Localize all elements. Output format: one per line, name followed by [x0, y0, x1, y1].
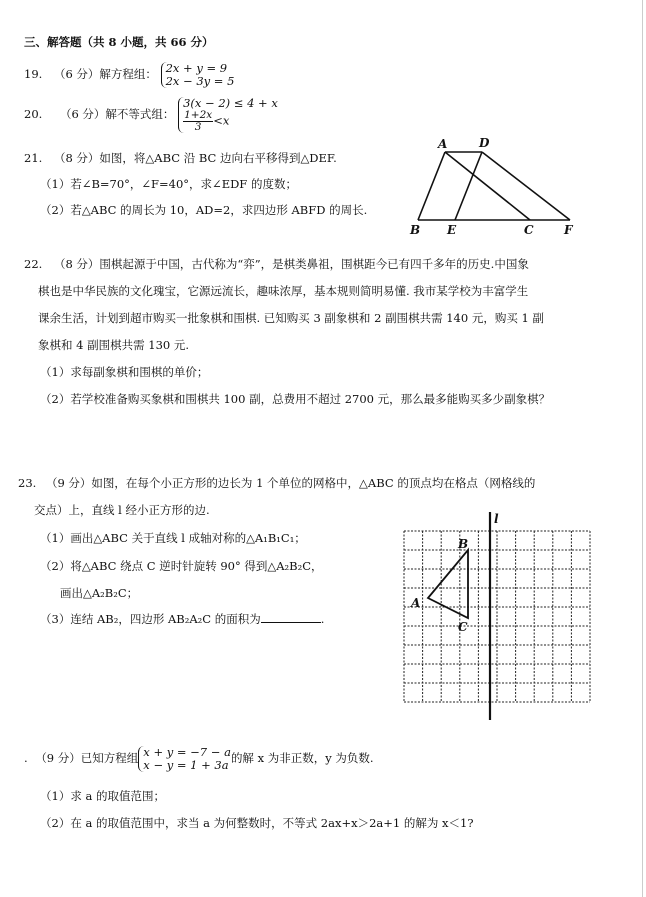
- q24-number: .: [24, 751, 28, 765]
- q21-part2: （2）若△ABC 的周长为 10，AD=2，求四边形 ABFD 的周长.: [40, 203, 368, 217]
- q24-eq1: x + y = −7 − a: [143, 745, 231, 759]
- answer-blank[interactable]: [261, 612, 321, 623]
- q24-system: [138, 746, 231, 772]
- q21-figure: [400, 134, 590, 238]
- q19-system: [161, 62, 235, 88]
- q22-part1: （1）求每副象棋和围棋的单价；: [40, 365, 209, 379]
- question-20: [24, 97, 278, 133]
- line-ac: [445, 152, 530, 220]
- question-23: [18, 475, 535, 491]
- q21-stem: （8 分）如图，将△ABC 沿 BC 边向右平移得到△DEF.: [53, 151, 337, 165]
- q19-number: 19.: [24, 67, 43, 81]
- q22-part2: （2）若学校准备购买象棋和围棋共 100 副，总费用不超过 2700 元，那么最多能购买多少副象棋？: [40, 392, 551, 406]
- page-edge-line: [642, 0, 643, 897]
- label-f: F: [564, 223, 573, 237]
- label-d: D: [479, 136, 490, 150]
- q23-line-2: 交点）上，直线 l 经小正方形的边.: [34, 503, 210, 517]
- q24-part2: （2）在 a 的取值范围中，求当 a 为何整数时，不等式 2ax+x＞2a+1 的解为 x＜1?: [40, 816, 474, 830]
- q19-eq1: 2x + y = 9: [165, 61, 228, 75]
- label-e: E: [447, 223, 457, 237]
- label-c: C: [524, 223, 534, 237]
- label-c: C: [458, 620, 468, 634]
- q20-ineq1: 3(x − 2) ≤ 4 + x: [183, 96, 278, 110]
- line-de: [455, 152, 482, 220]
- label-a: A: [411, 596, 421, 610]
- question-19: [24, 62, 234, 88]
- label-a: A: [438, 137, 448, 151]
- question-24: [24, 746, 374, 772]
- q23-line-1: （9 分）如图，在每个小正方形的边长为 1 个单位的网格中，△ABC 的顶点均在格点（网格线的: [45, 476, 536, 490]
- q22-line-4: 象棋和 4 副围棋共需 130 元.: [38, 338, 190, 352]
- q20-system: [178, 97, 278, 133]
- question-22: [24, 256, 529, 272]
- label-b: B: [410, 223, 421, 237]
- triangle-abc: [428, 550, 468, 618]
- q24-part1: （1）求 a 的取值范围；: [40, 789, 165, 803]
- line-ab: [418, 152, 445, 220]
- label-b: B: [458, 537, 469, 551]
- q23-part3-text: （3）连结 AB₂，四边形 AB₂A₂C 的面积为: [40, 612, 261, 626]
- label-line-l: l: [494, 512, 499, 526]
- q19-score: （6 分）解方程组：: [53, 67, 157, 81]
- q20-score: （6 分）解不等式组：: [59, 107, 175, 121]
- q24-tail: 的解 x 为非正数，y 为负数.: [230, 751, 374, 765]
- q24-eq2: x − y = 1 + 3a: [143, 758, 229, 772]
- q22-line-1: （8 分）围棋起源于中国，古代称为“弈”，是棋类鼻祖，围棋距今已有四千多年的历史.中国象: [53, 257, 529, 271]
- q20-frac-num: 1+2x: [184, 109, 213, 121]
- q22-line-3: 课余生活，计划到超市购买一批象棋和围棋. 已知购买 3 副象棋和 2 副围棋共需 140 元，购买 1 副: [38, 311, 544, 325]
- q21-number: 21.: [24, 151, 43, 165]
- q23-part2b: 画出△A₂B₂C；: [60, 586, 139, 600]
- q20-ineq2: [183, 110, 278, 133]
- grid-lines: [404, 531, 590, 702]
- section-heading: 三、解答题（共 8 小题，共 66 分）: [24, 35, 214, 49]
- q23-number: 23.: [18, 476, 37, 490]
- q19-eq2: 2x − 3y = 5: [165, 74, 235, 88]
- line-df: [482, 152, 570, 220]
- q20-fraction: [183, 110, 213, 133]
- q21-part1: （1）若∠B=70°，∠F=40°，求∠EDF 的度数；: [40, 177, 297, 191]
- q22-line-2: 棋也是中华民族的文化瑰宝，它源远流长，趣味浓厚，基本规则简明易懂. 我市某学校为丰富学生: [38, 284, 529, 298]
- q23-part1: （1）画出△ABC 关于直线 l 成轴对称的△A₁B₁C₁；: [40, 531, 306, 545]
- q20-frac-den: 3: [194, 121, 202, 133]
- q22-number: 22.: [24, 257, 43, 271]
- q23-part3-end: .: [320, 612, 325, 626]
- q20-number: 20.: [24, 107, 43, 121]
- q23-part3: [40, 611, 324, 627]
- q23-grid-figure: [398, 506, 600, 724]
- question-21: [24, 150, 337, 166]
- q23-part2a: （2）将△ABC 绕点 C 逆时针旋转 90° 得到△A₂B₂C，: [40, 559, 323, 573]
- q24-score: （9 分）已知方程组: [35, 751, 139, 765]
- q20-ineq2-tail: <x: [213, 113, 230, 128]
